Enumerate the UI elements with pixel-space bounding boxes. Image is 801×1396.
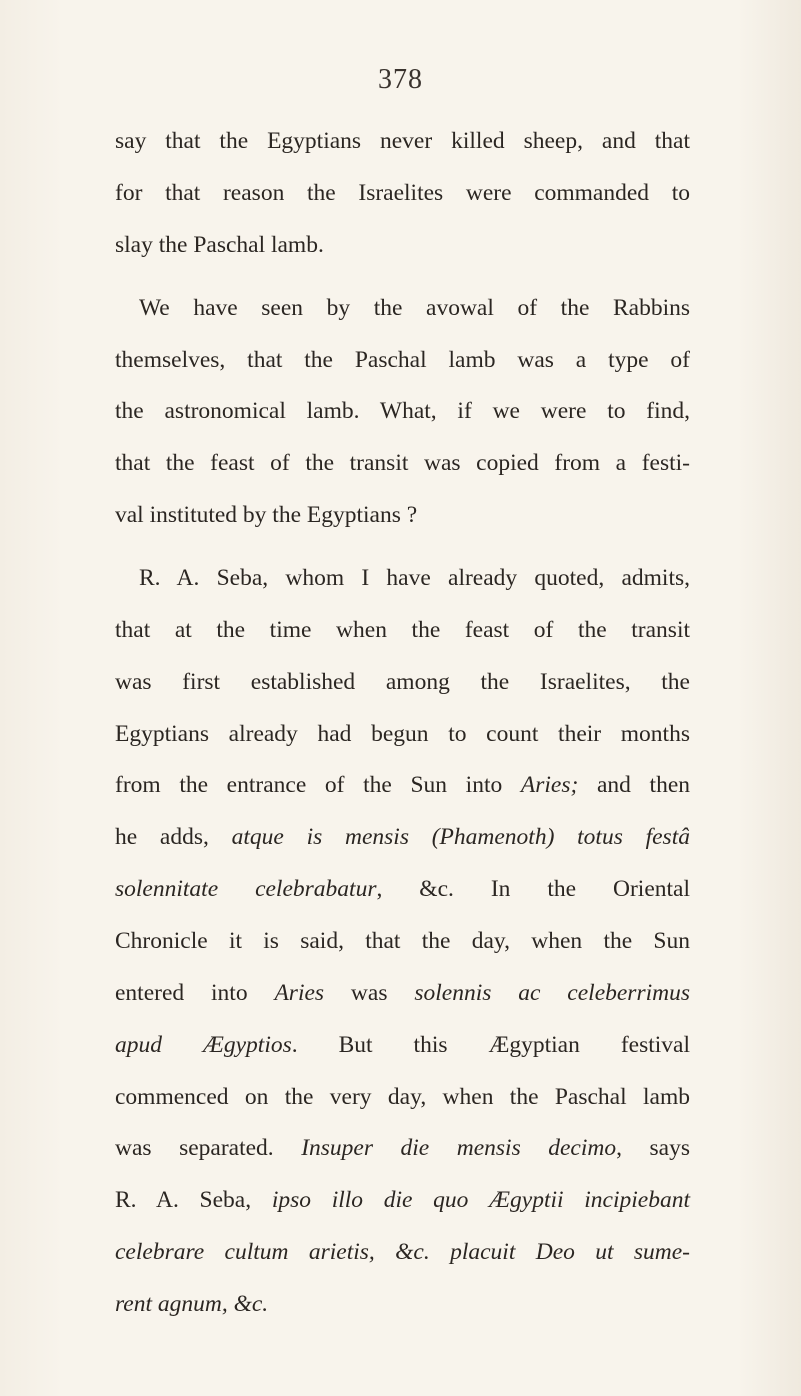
text-run: We have seen by the avowal of the Rabbins	[139, 295, 690, 321]
text-line	[115, 1082, 690, 1112]
page-number: 378	[378, 64, 423, 95]
text-line	[115, 822, 690, 852]
text-run: that the feast of the transit was copied from a festi-	[115, 450, 690, 476]
text-run: was separated.	[115, 1135, 302, 1161]
text-run: slay the Paschal lamb.	[115, 232, 324, 258]
text-run: themselves, that the Paschal lamb was a type of	[115, 347, 690, 373]
text-line	[115, 1289, 690, 1319]
text-line	[115, 126, 690, 156]
text-run: . But this Ægyptian festival	[291, 1032, 691, 1058]
text-run: , says	[616, 1135, 690, 1161]
italic-run: Aries;	[520, 772, 579, 798]
text-line	[115, 615, 690, 645]
text-line	[115, 1237, 690, 1267]
text-run: for that reason the Israelites were commanded to	[115, 180, 690, 206]
italic-run: ipso illo die quo Ægyptii incipiebant	[271, 1187, 690, 1213]
italic-run: atque is mensis (Phamenoth) totus festâ	[231, 824, 690, 850]
text-line	[115, 978, 690, 1008]
italic-run: celebrare cultum arietis, &c. placuit Deo ut sume-	[115, 1239, 690, 1265]
text-run: the astronomical lamb. What, if we were to find,	[115, 398, 690, 424]
text-run: he adds,	[115, 824, 232, 850]
text-run: val instituted by the Egyptians ?	[115, 502, 418, 528]
text-line	[115, 1030, 690, 1060]
text-run: , &c. In the Oriental	[376, 876, 690, 902]
text-line	[139, 563, 690, 593]
text-line	[115, 345, 690, 375]
text-run: entered into	[115, 980, 275, 1006]
text-line	[115, 396, 690, 426]
text-run: that at the time when the feast of the transit	[115, 617, 690, 643]
text-run: R. A. Seba,	[115, 1187, 272, 1213]
italic-run: apud Ægyptios	[115, 1032, 292, 1058]
text-line	[115, 874, 690, 904]
text-run: Egyptians already had begun to count their months	[115, 721, 690, 747]
text-line	[115, 230, 690, 260]
text-line	[115, 926, 690, 956]
text-run: Chronicle it is said, that the day, when the Sun	[115, 928, 690, 954]
text-run: was first established among the Israelites, the	[115, 669, 690, 695]
text-line	[115, 667, 690, 697]
text-line	[139, 293, 690, 323]
text-run: was	[324, 980, 415, 1006]
text-line	[115, 178, 690, 208]
text-line	[115, 770, 690, 800]
text-run: say that the Egyptians never killed sheep, and that	[115, 128, 690, 154]
italic-run: rent agnum, &c.	[115, 1291, 269, 1317]
text-line	[115, 500, 690, 530]
text-line	[115, 1185, 690, 1215]
text-run: from the entrance of the Sun into	[115, 772, 521, 798]
italic-run: solennis ac celeberrimus	[414, 980, 690, 1006]
text-run: and then	[578, 772, 691, 798]
text-run: commenced on the very day, when the Paschal lamb	[115, 1084, 690, 1110]
italic-run: solennitate celebrabatur	[115, 876, 377, 902]
text-line	[115, 719, 690, 749]
italic-run: Aries	[274, 980, 325, 1006]
italic-run: Insuper die mensis decimo	[301, 1135, 617, 1161]
text-line	[115, 448, 690, 478]
text-run: R. A. Seba, whom I have already quoted, admits,	[139, 565, 690, 591]
text-line	[115, 1133, 690, 1163]
